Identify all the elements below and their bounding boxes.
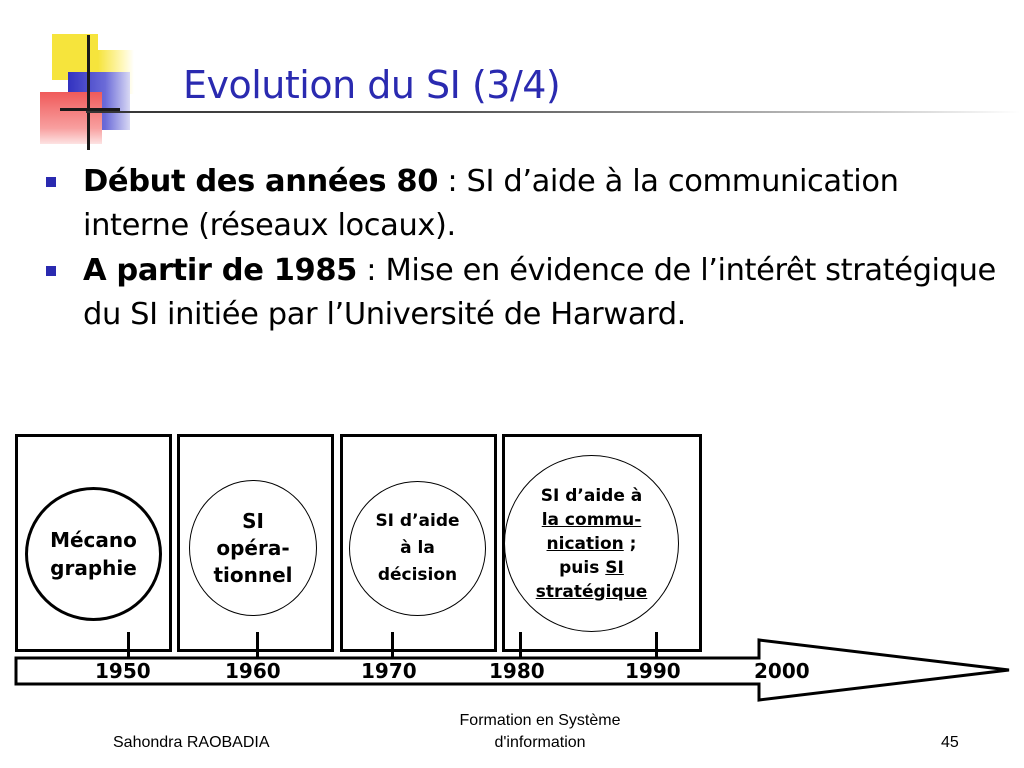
footer-course-line2: d'information (494, 734, 586, 751)
bullet-heading: A partir de 1985 (83, 253, 357, 288)
year-label: 1980 (489, 659, 545, 683)
bullet-item (46, 160, 996, 248)
year-label: 1990 (625, 659, 681, 683)
circle-si-aide-decision: SI d’aide à la décision (349, 481, 486, 616)
bullet-marker-icon (46, 266, 56, 276)
bullet-text: : Mise en évidence de l’intérêt stratégique du SI initiée par l’Université de Harward. (83, 253, 996, 332)
circle-si-communication-strategique: SI d’aide à la commu- nication ; puis SI stratégique (504, 455, 679, 632)
year-label: 2000 (754, 659, 810, 683)
footer-course-line1: Formation en Système (459, 712, 621, 729)
bullet-text: : SI d’aide à la communication interne (réseaux locaux). (83, 164, 899, 243)
bullet-heading: Début des années 80 (83, 164, 439, 199)
bullet-marker-icon (46, 177, 56, 187)
year-label: 1970 (361, 659, 417, 683)
circle-mecanographie: Mécano graphie (25, 487, 162, 621)
bullet-list (46, 160, 996, 338)
year-label: 1960 (225, 659, 281, 683)
footer-course (430, 710, 650, 754)
page-number: 45 (941, 734, 959, 751)
footer-author: Sahondra RAOBADIA (113, 734, 270, 751)
title-divider (86, 111, 1020, 113)
circle-si-operationnel: SI opéra- tionnel (189, 480, 317, 616)
logo-squares (0, 0, 180, 160)
slide-title: Evolution du SI (3/4) (183, 63, 561, 107)
bullet-item (46, 249, 996, 337)
year-label: 1950 (95, 659, 151, 683)
